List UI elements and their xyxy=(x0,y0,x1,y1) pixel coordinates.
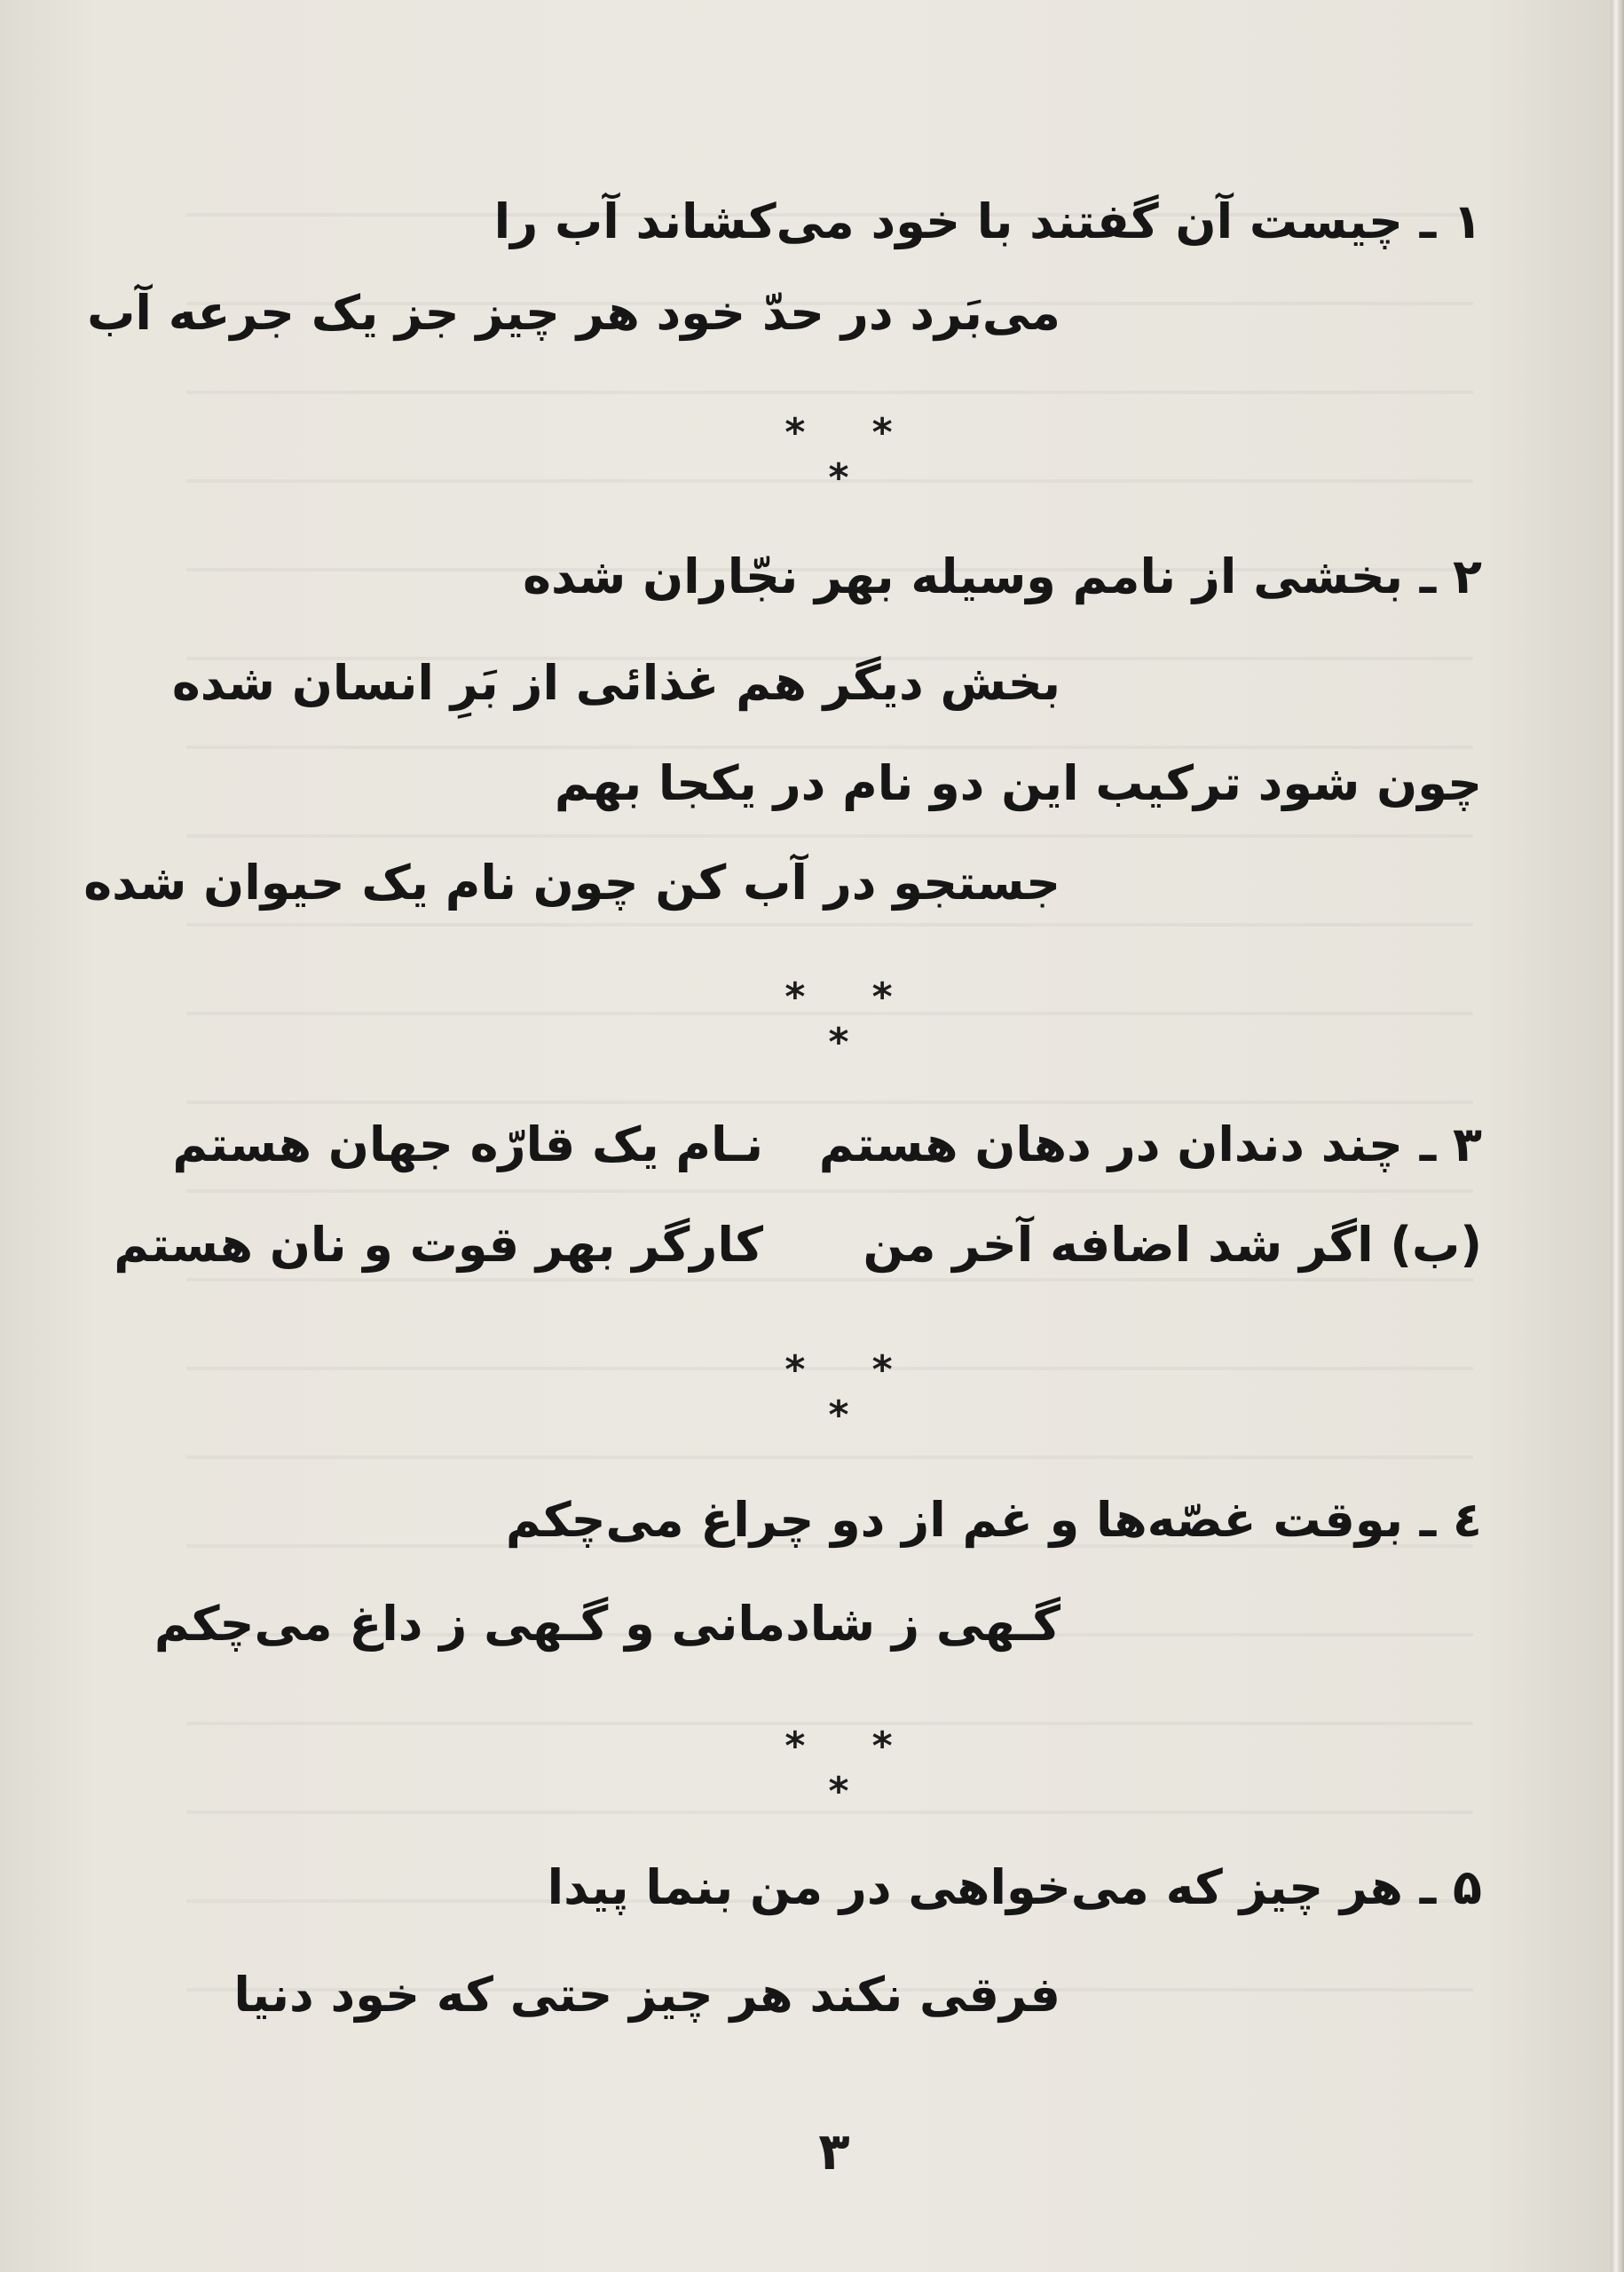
riddle-5-line-2: فرقی نکند هر چیز حتی که خود دنیا xyxy=(233,1967,1060,2023)
separator-1: * * * xyxy=(784,410,919,501)
riddle-4-line-1: ٤ ـ بوقت غصّه‌ها و غم از دو چراغ می‌چکم xyxy=(505,1492,1482,1548)
separator-3: * * * xyxy=(784,1347,919,1438)
separator-2: * * * xyxy=(784,974,919,1065)
riddle-3-line-4: کارگر بهر قوت و نان هستم xyxy=(114,1217,763,1273)
riddle-2-line-4: جستجو در آب کن چون نام یک حیوان شده xyxy=(83,855,1060,911)
separator-4: * * * xyxy=(784,1724,919,1814)
page-number: ۳ xyxy=(818,2121,850,2181)
riddle-5-line-1: ۵ ـ هر چیز که می‌خواهی در من بنما پیدا xyxy=(547,1859,1482,1915)
riddle-4-line-2: گـهی ز شادمانی و گـهی ز داغ می‌چکم xyxy=(154,1596,1060,1652)
riddle-2-line-3: چون شود ترکیب این دو نام در یکجا بهم xyxy=(554,755,1482,811)
page-edge xyxy=(1611,0,1624,2272)
riddle-3-line-3: (ب) اگر شد اضافه آخر من xyxy=(863,1217,1482,1273)
riddle-3-line-2: نـام یک قارّه جهان هستم xyxy=(172,1116,763,1172)
riddle-2-line-1: ۲ ـ بخشی از نامم وسیله بهر نجّاران شده xyxy=(523,548,1482,604)
riddle-3-line-1: ۳ ـ چند دندان در دهان هستم xyxy=(818,1116,1482,1172)
riddle-2-line-2: بخش دیگر هم غذائی از بَرِ انسان شده xyxy=(171,655,1060,711)
riddle-1-line-2: می‌بَرد در حدّ خود هر چیز جز یک جرعه آب xyxy=(87,285,1060,341)
riddle-1-line-1: ۱ ـ چیست آن گفتند با خود می‌کشاند آب را xyxy=(493,193,1482,249)
